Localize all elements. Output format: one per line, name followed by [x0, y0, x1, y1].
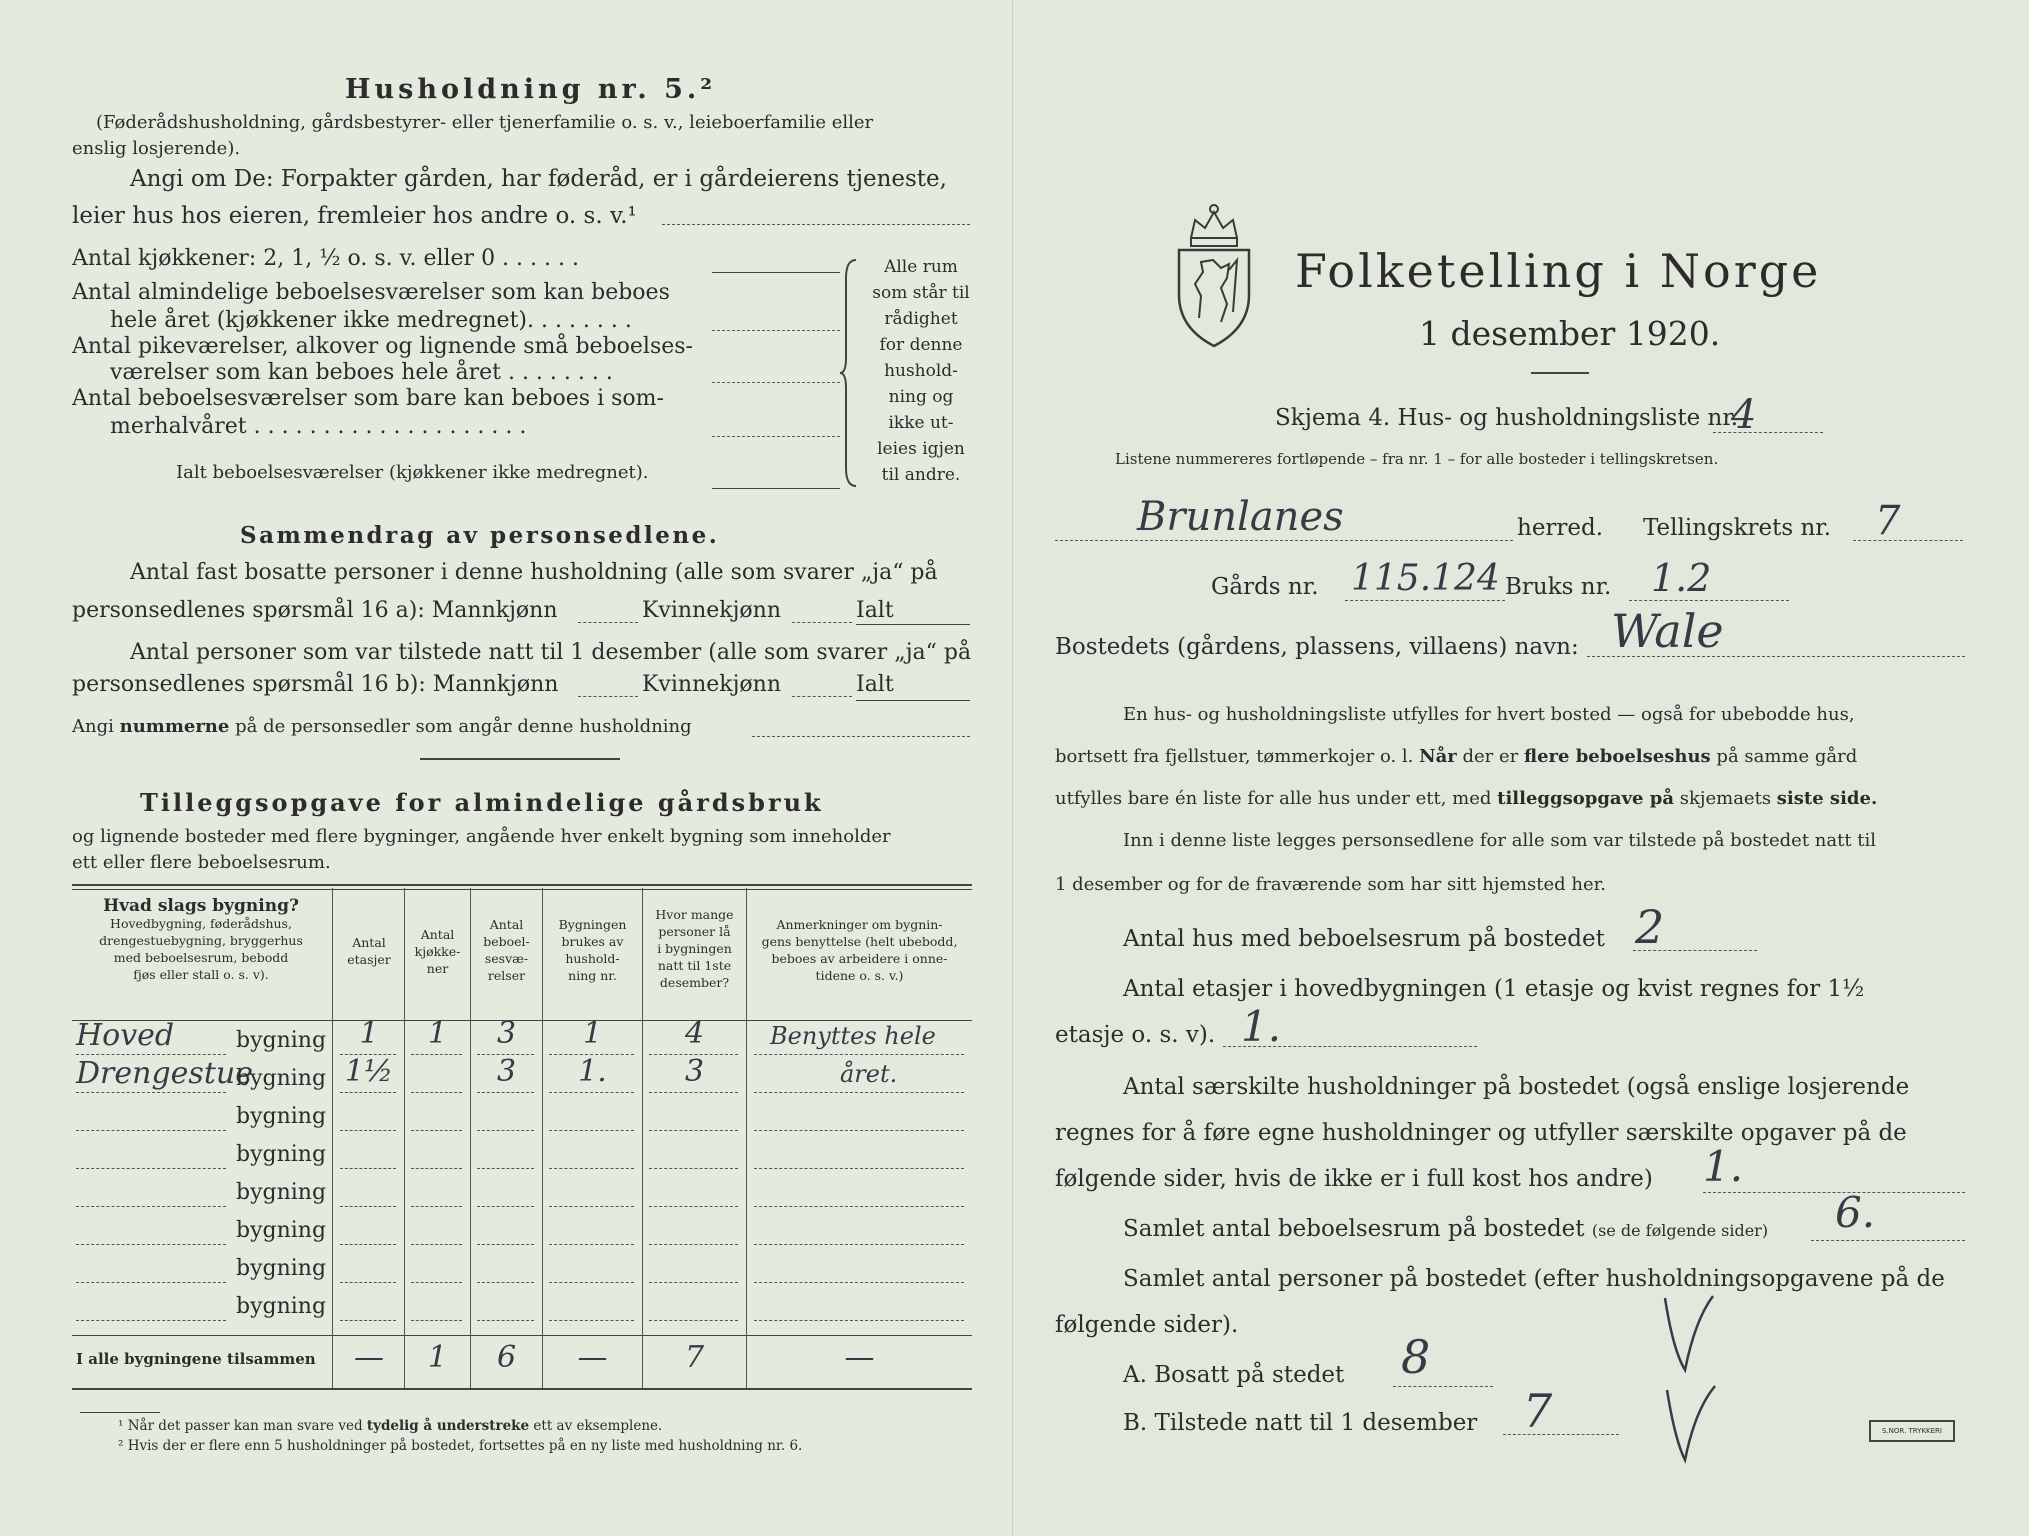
total-vaerelser: 6: [496, 1340, 517, 1375]
header-line: beboes av arbeidere i onne-: [771, 951, 948, 966]
para1-line3: [1055, 788, 1877, 809]
brace-note-line: til andre.: [881, 465, 961, 485]
header-line: tidene o. s. v.): [815, 968, 904, 983]
building-name-line: [76, 1244, 226, 1245]
cell-vaerelser: 3: [496, 1054, 517, 1089]
q-hush-3: følgende sider, hvis de ikke er i full kost hos andre): [1055, 1166, 1653, 1192]
sammendrag-line1: Antal fast bosatte personer i denne husholdning (alle som svarer „ja“ på: [130, 560, 938, 585]
header-building-type: [72, 898, 330, 983]
header-line: relser: [487, 968, 526, 983]
sammendrag-line4c: Ialt: [856, 672, 894, 697]
sammendrag-line3: Antal personer som var tilstede natt til 1 desember (alle som svarer „ja“ på: [130, 640, 972, 665]
cell-line: [477, 1206, 534, 1207]
header-line: med beboelsesrum, bebodd: [113, 950, 289, 965]
building-name-line: [76, 1054, 226, 1055]
anm-line: [754, 1282, 964, 1283]
cell-line: [411, 1320, 462, 1321]
total-etasjer: —: [354, 1340, 384, 1375]
q-hus-value: 2: [1635, 900, 1665, 954]
header-vaerelser: [471, 916, 542, 984]
header-line: ning nr.: [568, 968, 617, 983]
cell-personer: 4: [684, 1016, 705, 1051]
para1-line1: En hus- og husholdningsliste utfylles for hvert bosted — også for ubebodde hus,: [1123, 704, 1855, 725]
header-line: natt til 1ste: [657, 958, 732, 973]
anm-line: [754, 1206, 964, 1207]
sammendrag-line4a: personsedlenes spørsmål 16 b): Mannkjønn: [72, 672, 559, 697]
a-line: [1393, 1386, 1493, 1387]
intro-paren-2: enslig losjerende).: [72, 138, 241, 159]
building-name-line: [76, 1130, 226, 1131]
gards-label: Gårds nr.: [1211, 574, 1319, 600]
header-line: ner: [426, 961, 449, 976]
title-divider: [1531, 372, 1589, 374]
q-pers-2: følgende sider).: [1055, 1312, 1239, 1338]
cell-line: [411, 1130, 462, 1131]
footnote-1-a: ¹ Når det passer kan man svare ved: [118, 1418, 363, 1434]
cell-line: [649, 1206, 738, 1207]
cell-etasjer: 1½: [344, 1054, 394, 1089]
tellingskrets-value: 7: [1875, 498, 1901, 544]
footnote-rule: [80, 1412, 160, 1413]
cell-line: [649, 1168, 738, 1169]
cell-line: [411, 1206, 462, 1207]
b-line: [1503, 1434, 1619, 1435]
cell-line: [549, 1092, 634, 1093]
footnote-1-b: tydelig å understreke: [366, 1418, 530, 1434]
header-building-title: Hvad slags bygning?: [103, 896, 299, 916]
census-date: 1 desember 1920.: [1419, 314, 1721, 353]
q-etasjer-2: etasje o. s. v).: [1055, 1022, 1216, 1048]
header-line: brukes av: [561, 934, 624, 949]
brace-note-line: leies igjen: [877, 439, 965, 459]
bygning-label: bygning: [236, 1218, 327, 1243]
para1-2d: flere beboelseshus: [1523, 746, 1711, 767]
q-hush-2: regnes for å føre egne husholdninger og utfyller særskilte opgaver på de: [1055, 1120, 1907, 1146]
rooms-kjokkener: Antal kjøkkener: 2, 1, ½ o. s. v. eller 0 . . . . . .: [72, 246, 579, 271]
nummerne-line: [752, 736, 970, 737]
anm-line: [754, 1130, 964, 1131]
header-kjokkener: [405, 926, 470, 977]
rooms-pike-2: værelser som kan beboes hele året . . . . . . . .: [110, 360, 613, 385]
kvinne-a-line: [792, 622, 852, 623]
a-label: A. Bosatt på stedet: [1123, 1362, 1345, 1388]
bygning-label: bygning: [236, 1028, 327, 1053]
rooms-som-2: merhalvåret . . . . . . . . . . . . . . . . . . . .: [110, 414, 527, 439]
q-rum-line: [1811, 1240, 1965, 1241]
cell-line: [649, 1282, 738, 1283]
q-pers-1: Samlet antal personer på bostedet (efter husholdningsopgavene på de: [1123, 1266, 1945, 1292]
header-line: sesvæ-: [484, 951, 529, 966]
building-name-line: [76, 1206, 226, 1207]
check-mark-icon: [1655, 1290, 1735, 1470]
building-name: Hoved: [76, 1018, 175, 1053]
header-line: hushold-: [565, 951, 620, 966]
anm-text: året.: [840, 1060, 898, 1088]
ialt-a-line: [856, 624, 970, 625]
header-anmerkninger: [747, 916, 972, 984]
curly-brace-icon: [838, 258, 862, 488]
para1-2c: der er: [1462, 746, 1519, 767]
rooms-som-1: Antal beboelsesværelser som bare kan beboes i som-: [72, 386, 664, 411]
cell-line: [477, 1168, 534, 1169]
header-line: Antal: [489, 917, 524, 932]
para1-3d: siste side.: [1776, 788, 1878, 809]
bruks-value: 1.2: [1651, 556, 1712, 600]
cell-line: [477, 1282, 534, 1283]
bygning-label: bygning: [236, 1104, 327, 1129]
bosted-value: Wale: [1611, 604, 1724, 658]
cell-line: [340, 1206, 396, 1207]
cell-line: [549, 1168, 634, 1169]
bygning-label: bygning: [236, 1180, 327, 1205]
header-line: beboel-: [483, 934, 530, 949]
cell-vaerelser: 3: [496, 1016, 517, 1051]
angi-word: Angi: [72, 716, 114, 737]
gards-line: [1345, 600, 1505, 601]
kvinne-b-line: [792, 696, 852, 697]
q-hush-1: Antal særskilte husholdninger på bostedet (også enslige losjerende: [1123, 1074, 1910, 1100]
bosted-label: Bostedets (gårdens, plassens, villaens) navn:: [1055, 634, 1579, 660]
cell-line: [477, 1092, 534, 1093]
para1-3a: utfylles bare én liste for alle hus under ett, med: [1055, 788, 1492, 809]
building-name-line: [76, 1168, 226, 1169]
gards-value: 115.124: [1351, 558, 1500, 599]
q-hush-value: 1.: [1703, 1142, 1744, 1191]
cell-line: [340, 1244, 396, 1245]
cell-personer: 3: [684, 1054, 705, 1089]
header-personer: [643, 906, 746, 991]
kjokkener-answer-line: [712, 272, 840, 273]
para2-line2: 1 desember og for de fraværende som har sitt hjemsted her.: [1055, 874, 1606, 895]
som-answer-line: [712, 436, 840, 437]
header-etasjer: [334, 934, 404, 968]
q-rum-label: [1123, 1216, 1768, 1242]
skjema-nr-line: [1713, 432, 1823, 433]
bygning-label: bygning: [236, 1256, 327, 1281]
sammendrag-line2c: Ialt: [856, 598, 894, 623]
cell-line: [411, 1282, 462, 1283]
right-page: [1015, 0, 2029, 1536]
header-line: i bygningen: [657, 941, 732, 956]
tillegg-sub2: ett eller flere beboelsesrum.: [72, 852, 331, 873]
cell-husholdning: 1: [582, 1016, 603, 1051]
cell-line: [411, 1244, 462, 1245]
line5-rest: på de personsedler som angår denne husholdning: [235, 716, 692, 737]
anm-line: [754, 1244, 964, 1245]
cell-line: [411, 1168, 462, 1169]
header-line: Anmerkninger om bygnin-: [776, 917, 943, 932]
cell-line: [477, 1320, 534, 1321]
cell-line: [649, 1244, 738, 1245]
header-line: gens benyttelse (helt ubebodd,: [761, 934, 958, 949]
herred-line: [1055, 540, 1513, 541]
building-name: Drengestue: [76, 1056, 253, 1091]
rooms-pike-1: Antal pikeværelser, alkover og lignende små beboelses-: [72, 334, 693, 359]
building-name-line: [76, 1282, 226, 1283]
header-line: kjøkke-: [414, 944, 461, 959]
mann-b-line: [578, 696, 638, 697]
a-value: 8: [1401, 1330, 1431, 1384]
cell-line: [411, 1054, 462, 1055]
ialt-answer-line: [712, 488, 840, 489]
building-name-line: [76, 1092, 226, 1093]
cell-kjokkener: 1: [427, 1016, 448, 1051]
sammendrag-line4b: Kvinnekjønn: [642, 672, 781, 697]
angi-line-1: Angi om De: Forpakter gården, har føderåd, er i gårdeierens tjeneste,: [130, 166, 947, 192]
header-line: desember?: [659, 975, 730, 990]
rooms-ialt: Ialt beboelsesværelser (kjøkkener ikke medregnet).: [176, 462, 649, 483]
table-top-rule: [72, 884, 972, 886]
para1-2b: Når: [1419, 746, 1457, 767]
left-page: [0, 0, 1014, 1536]
header-line: Hovedbygning, føderådshus,: [110, 916, 292, 931]
sammendrag-line2b: Kvinnekjønn: [642, 598, 781, 623]
mann-a-line: [578, 622, 638, 623]
brace-note-line: rådighet: [884, 309, 958, 329]
cell-line: [549, 1244, 634, 1245]
bygning-label: bygning: [236, 1142, 327, 1167]
herred-label: herred.: [1517, 515, 1604, 541]
footnote-1-c: ett av eksemplene.: [533, 1418, 663, 1434]
q-rum-note: (se de følgende sider): [1591, 1221, 1769, 1240]
herred-value: Brunlanes: [1137, 494, 1344, 540]
cell-line: [649, 1130, 738, 1131]
anm-line: [754, 1168, 964, 1169]
printer-stamp: S.NOR. TRYKKERI: [1869, 1420, 1955, 1442]
building-name-line: [76, 1320, 226, 1321]
cell-line: [340, 1320, 396, 1321]
pike-answer-line: [712, 382, 840, 383]
cell-line: [340, 1092, 396, 1093]
rooms-alm-2: hele året (kjøkkener ikke medregnet). . . . . . . .: [110, 308, 632, 333]
header-line: Bygningen: [558, 917, 627, 932]
total-kjokkener: 1: [427, 1340, 448, 1375]
cell-line: [477, 1130, 534, 1131]
header-line: drengestuebygning, bryggerhus: [99, 933, 303, 948]
anm-line: [754, 1092, 964, 1093]
bruks-label: Bruks nr.: [1505, 574, 1612, 600]
q-hush-line: [1703, 1192, 1965, 1193]
para1-3b: tilleggsopgave på: [1497, 788, 1675, 809]
para1-3c: skjemaets: [1679, 788, 1772, 809]
cell-line: [549, 1206, 634, 1207]
total-husholdning: —: [577, 1340, 608, 1375]
header-line: fjøs eller stall o. s. v).: [133, 967, 269, 982]
brace-note-line: som står til: [872, 283, 970, 303]
header-line: Hvor mange: [655, 907, 734, 922]
para1-2e: på samme gård: [1716, 746, 1858, 767]
coat-of-arms-icon: [1171, 200, 1257, 350]
cell-line: [411, 1092, 462, 1093]
b-value: 7: [1523, 1384, 1553, 1438]
footnote-2: ² Hvis der er flere enn 5 husholdninger på bostedet, fortsettes på en ny liste med husholdning nr. 6.: [118, 1438, 803, 1454]
para2-line1: Inn i denne liste legges personsedlene for alle som var tilstede på bostedet natt til: [1123, 830, 1877, 851]
sammendrag-line5: [72, 716, 692, 737]
tellingskrets-line: [1853, 540, 1963, 541]
total-anm: —: [844, 1340, 875, 1375]
footnote-1: [118, 1418, 662, 1434]
tillegg-sub1: og lignende bosteder med flere bygninger, angående hver enkelt bygning som inneholder: [72, 826, 891, 847]
cell-etasjer: 1: [359, 1016, 379, 1051]
brace-note-line: ning og: [888, 387, 954, 407]
cell-line: [549, 1282, 634, 1283]
table-top-rule-2: [72, 889, 972, 890]
sammendrag-title: Sammendrag av personsedlene.: [240, 522, 720, 549]
section-divider: [420, 758, 620, 760]
cell-line: [477, 1244, 534, 1245]
skjema-label: Skjema 4. Hus- og husholdningsliste nr.: [1275, 405, 1739, 431]
tellingskrets-label: Tellingskrets nr.: [1643, 515, 1832, 541]
skjema-nr-value: 4: [1731, 392, 1757, 438]
brace-note-line: hushold-: [884, 361, 958, 381]
para1-line2: [1055, 746, 1857, 767]
cell-line: [340, 1130, 396, 1131]
q-hus-label: Antal hus med beboelsesrum på bostedet: [1123, 926, 1605, 952]
table-bottom-rule: [72, 1388, 972, 1390]
q-rum-value: 6.: [1835, 1188, 1876, 1237]
nummerne-word: nummerne: [119, 716, 230, 737]
household-title: Husholdning nr. 5.²: [345, 74, 717, 105]
bygning-label: bygning: [236, 1294, 327, 1319]
brace-note-line: Alle rum: [884, 257, 958, 277]
intro-paren-1: (Føderådshusholdning, gårdsbestyrer- eller tjenerfamilie o. s. v., leieboerfamilie eller: [96, 112, 874, 133]
brace-note-line: for denne: [879, 335, 963, 355]
bygning-label: bygning: [236, 1066, 327, 1091]
angi-answer-line: [662, 224, 970, 225]
cell-husholdning: 1.: [578, 1054, 607, 1089]
cell-line: [649, 1092, 738, 1093]
q-etasjer-1: Antal etasjer i hovedbygningen (1 etasje og kvist regnes for 1½: [1123, 976, 1865, 1002]
header-line: personer lå: [658, 924, 731, 939]
ialt-b-line: [856, 700, 970, 701]
angi-line-2: leier hus hos eieren, fremleier hos andre o. s. v.¹: [72, 203, 637, 229]
sammendrag-line2a: personsedlenes spørsmål 16 a): Mannkjønn: [72, 598, 558, 623]
total-personer: 7: [684, 1340, 705, 1375]
header-husholdning: [543, 916, 642, 984]
anm-text: Benyttes hele: [770, 1022, 936, 1050]
listene-note: Listene nummereres fortløpende – fra nr. 1 – for alle bosteder i tellingskretsen.: [1115, 450, 1719, 468]
b-label: B. Tilstede natt til 1 desember: [1123, 1410, 1478, 1436]
table-total-rule: [72, 1335, 972, 1336]
brace-note: [866, 254, 976, 488]
total-label: I alle bygningene tilsammen: [76, 1350, 316, 1368]
alm-answer-line: [712, 330, 840, 331]
cell-line: [549, 1320, 634, 1321]
q-rum-text: Samlet antal beboelsesrum på bostedet: [1123, 1216, 1585, 1242]
q-etasjer-value: 1.: [1241, 1002, 1282, 1051]
anm-line: [754, 1320, 964, 1321]
cell-line: [340, 1168, 396, 1169]
cell-line: [340, 1282, 396, 1283]
cell-line: [549, 1130, 634, 1131]
header-line: Antal: [420, 927, 455, 942]
brace-note-line: ikke ut-: [888, 413, 954, 433]
para1-2a: bortsett fra fjellstuer, tømmerkojer o. l.: [1055, 746, 1414, 767]
rooms-alm-1: Antal almindelige beboelsesværelser som kan beboes: [72, 280, 670, 305]
census-title: Folketelling i Norge: [1295, 244, 1822, 298]
header-line: Antal: [352, 935, 386, 950]
tillegg-title: Tilleggsopgave for almindelige gårdsbruk: [140, 788, 824, 817]
header-line: etasjer: [347, 952, 391, 967]
bruks-line: [1629, 600, 1789, 601]
anm-line: [754, 1054, 964, 1055]
cell-line: [649, 1320, 738, 1321]
